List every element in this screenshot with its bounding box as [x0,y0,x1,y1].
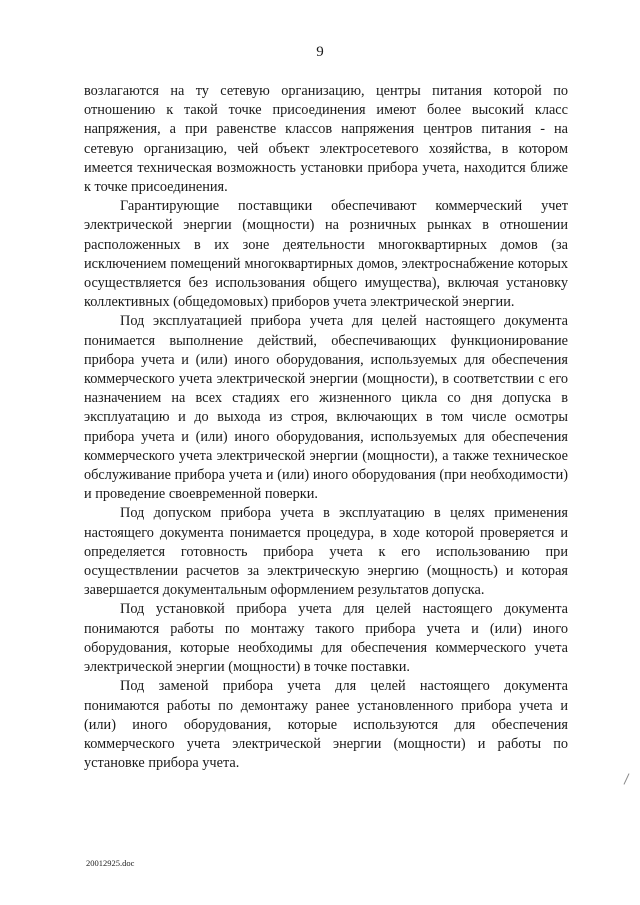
margin-scan-mark [624,773,630,784]
document-body [84,82,568,773]
footer-filename: 20012925.doc [86,858,135,868]
paragraph-3: Под эксплуатацией прибора учета для целей настоящего документа понимается выполнение действий, обеспечивающих функционирование прибора учета и (или) иного оборудования, используемых для обеспечения коммерческого учета электрической энергии (мощности), в соответствии с его назначением на всех стадиях его жизненного цикла со дня допуска в эксплуатацию и до выхода из строя, включающих в том числе осмотры прибора учета и (или) иного оборудования, используемых для обеспечения коммерческого учета электрической энергии (мощности), а также техническое обслуживание прибора учета и (или) иного оборудования (при необходимости) и проведение своевременной поверки. [84,313,568,503]
paragraph-6: Под заменой прибора учета для целей настоящего документа понимаются работы по демонтажу ранее установленного прибора учета и (или) иного оборудования, которые используются для обеспечения коммерческого учета электрической энергии (мощности) и работы по установке прибора учета. [84,678,568,772]
page-number: 9 [316,44,324,60]
paragraph-2: Гарантирующие поставщики обеспечивают коммерческий учет электрической энергии (мощности) на розничных рынках в отношении расположенных в их зоне деятельности многоквартирных домов (за исключением помещений многоквартирных домов, электроснабжение которых осуществляется без использования общего имущества), включая установку коллективных (общедомовых) приборов учета электрической энергии. [84,198,568,311]
paragraph-1: возлагаются на ту сетевую организацию, центры питания которой по отношению к такой точке присоединения имеют более высокий класс напряжения, а при равенстве классов напряжения центров питания - на сетевую организацию, чей объект электросетевого хозяйства, в котором имеется техническая возможность установки прибора учета, находится ближе к точке присоединения. [84,83,568,196]
paragraph-5: Под установкой прибора учета для целей настоящего документа понимаются работы по монтажу такого прибора учета и (или) иного оборудования, которые необходимы для обеспечения коммерческого учета электрической энергии (мощности) в точке поставки. [84,601,568,676]
paragraph-4: Под допуском прибора учета в эксплуатацию в целях применения настоящего документа понимается процедура, в ходе которой проверяется и определяется готовность прибора учета к его использованию при осуществлении расчетов за электрическую энергию (мощность) и которая завершается документальным оформлением результатов допуска. [84,505,568,599]
